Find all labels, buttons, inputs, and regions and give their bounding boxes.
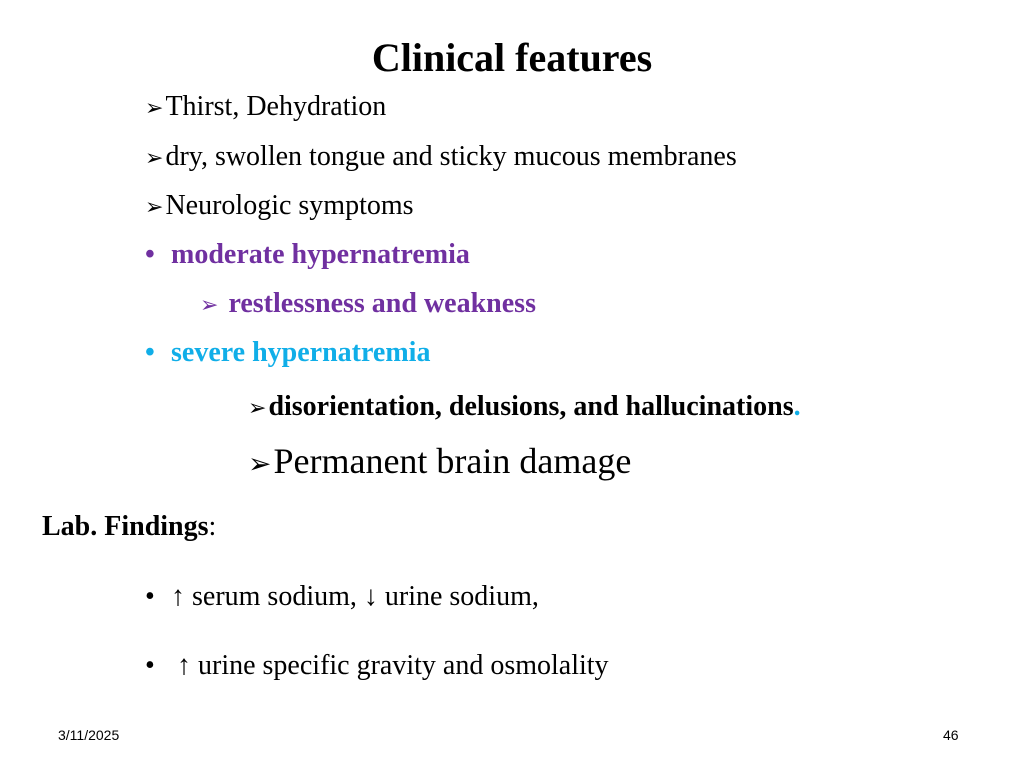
- slide-title: Clinical features: [371, 35, 653, 80]
- feature-severe-sub2-text: Permanent brain damage: [273, 441, 632, 481]
- footer-page-number: 46: [943, 727, 959, 743]
- feature-moderate-text: moderate hypernatremia: [171, 239, 470, 270]
- arrow-bullet-icon: ➢: [145, 96, 164, 121]
- lab-heading-colon: :: [208, 511, 217, 542]
- feature-severe-sub1: [248, 390, 801, 426]
- feature-moderate-sub-text: restlessness and weakness: [228, 288, 536, 319]
- lab-heading: [42, 510, 216, 544]
- feature-neuro: [145, 189, 414, 225]
- feature-severe-text: severe hypernatremia: [171, 337, 431, 368]
- arrow-bullet-icon: ➢: [248, 447, 272, 480]
- bullet-icon: •: [145, 581, 155, 612]
- feature-neuro-text: Neurologic symptoms: [165, 190, 414, 221]
- feature-severe-sub1-text: disorientation, delusions, and hallucinations: [268, 391, 794, 422]
- feature-moderate-sub: [200, 287, 536, 323]
- feature-severe-sub1-period: .: [793, 391, 801, 422]
- lab-item-2-text: ↑ urine specific gravity and osmolality: [177, 650, 609, 681]
- bullet-icon: •: [145, 337, 155, 368]
- arrow-bullet-icon: ➢: [145, 195, 164, 220]
- feature-tongue: [145, 140, 737, 176]
- arrow-bullet-icon: ➢: [248, 396, 267, 421]
- arrow-bullet-icon: ➢: [200, 293, 219, 318]
- feature-thirst: [145, 90, 386, 126]
- feature-severe: [145, 336, 430, 370]
- feature-moderate: [145, 238, 470, 272]
- feature-tongue-text: dry, swollen tongue and sticky mucous membranes: [165, 141, 737, 172]
- lab-item-1: [145, 580, 539, 614]
- bullet-icon: •: [145, 650, 155, 681]
- feature-thirst-text: Thirst, Dehydration: [165, 91, 387, 122]
- bullet-icon: •: [145, 239, 155, 270]
- lab-item-2: [145, 649, 609, 683]
- lab-heading-text: Lab. Findings: [42, 511, 209, 542]
- footer-date: 3/11/2025: [58, 727, 120, 743]
- arrow-bullet-icon: ➢: [145, 146, 164, 171]
- feature-severe-sub2: [248, 440, 631, 485]
- lab-item-1-text: ↑ serum sodium, ↓ urine sodium,: [171, 581, 539, 612]
